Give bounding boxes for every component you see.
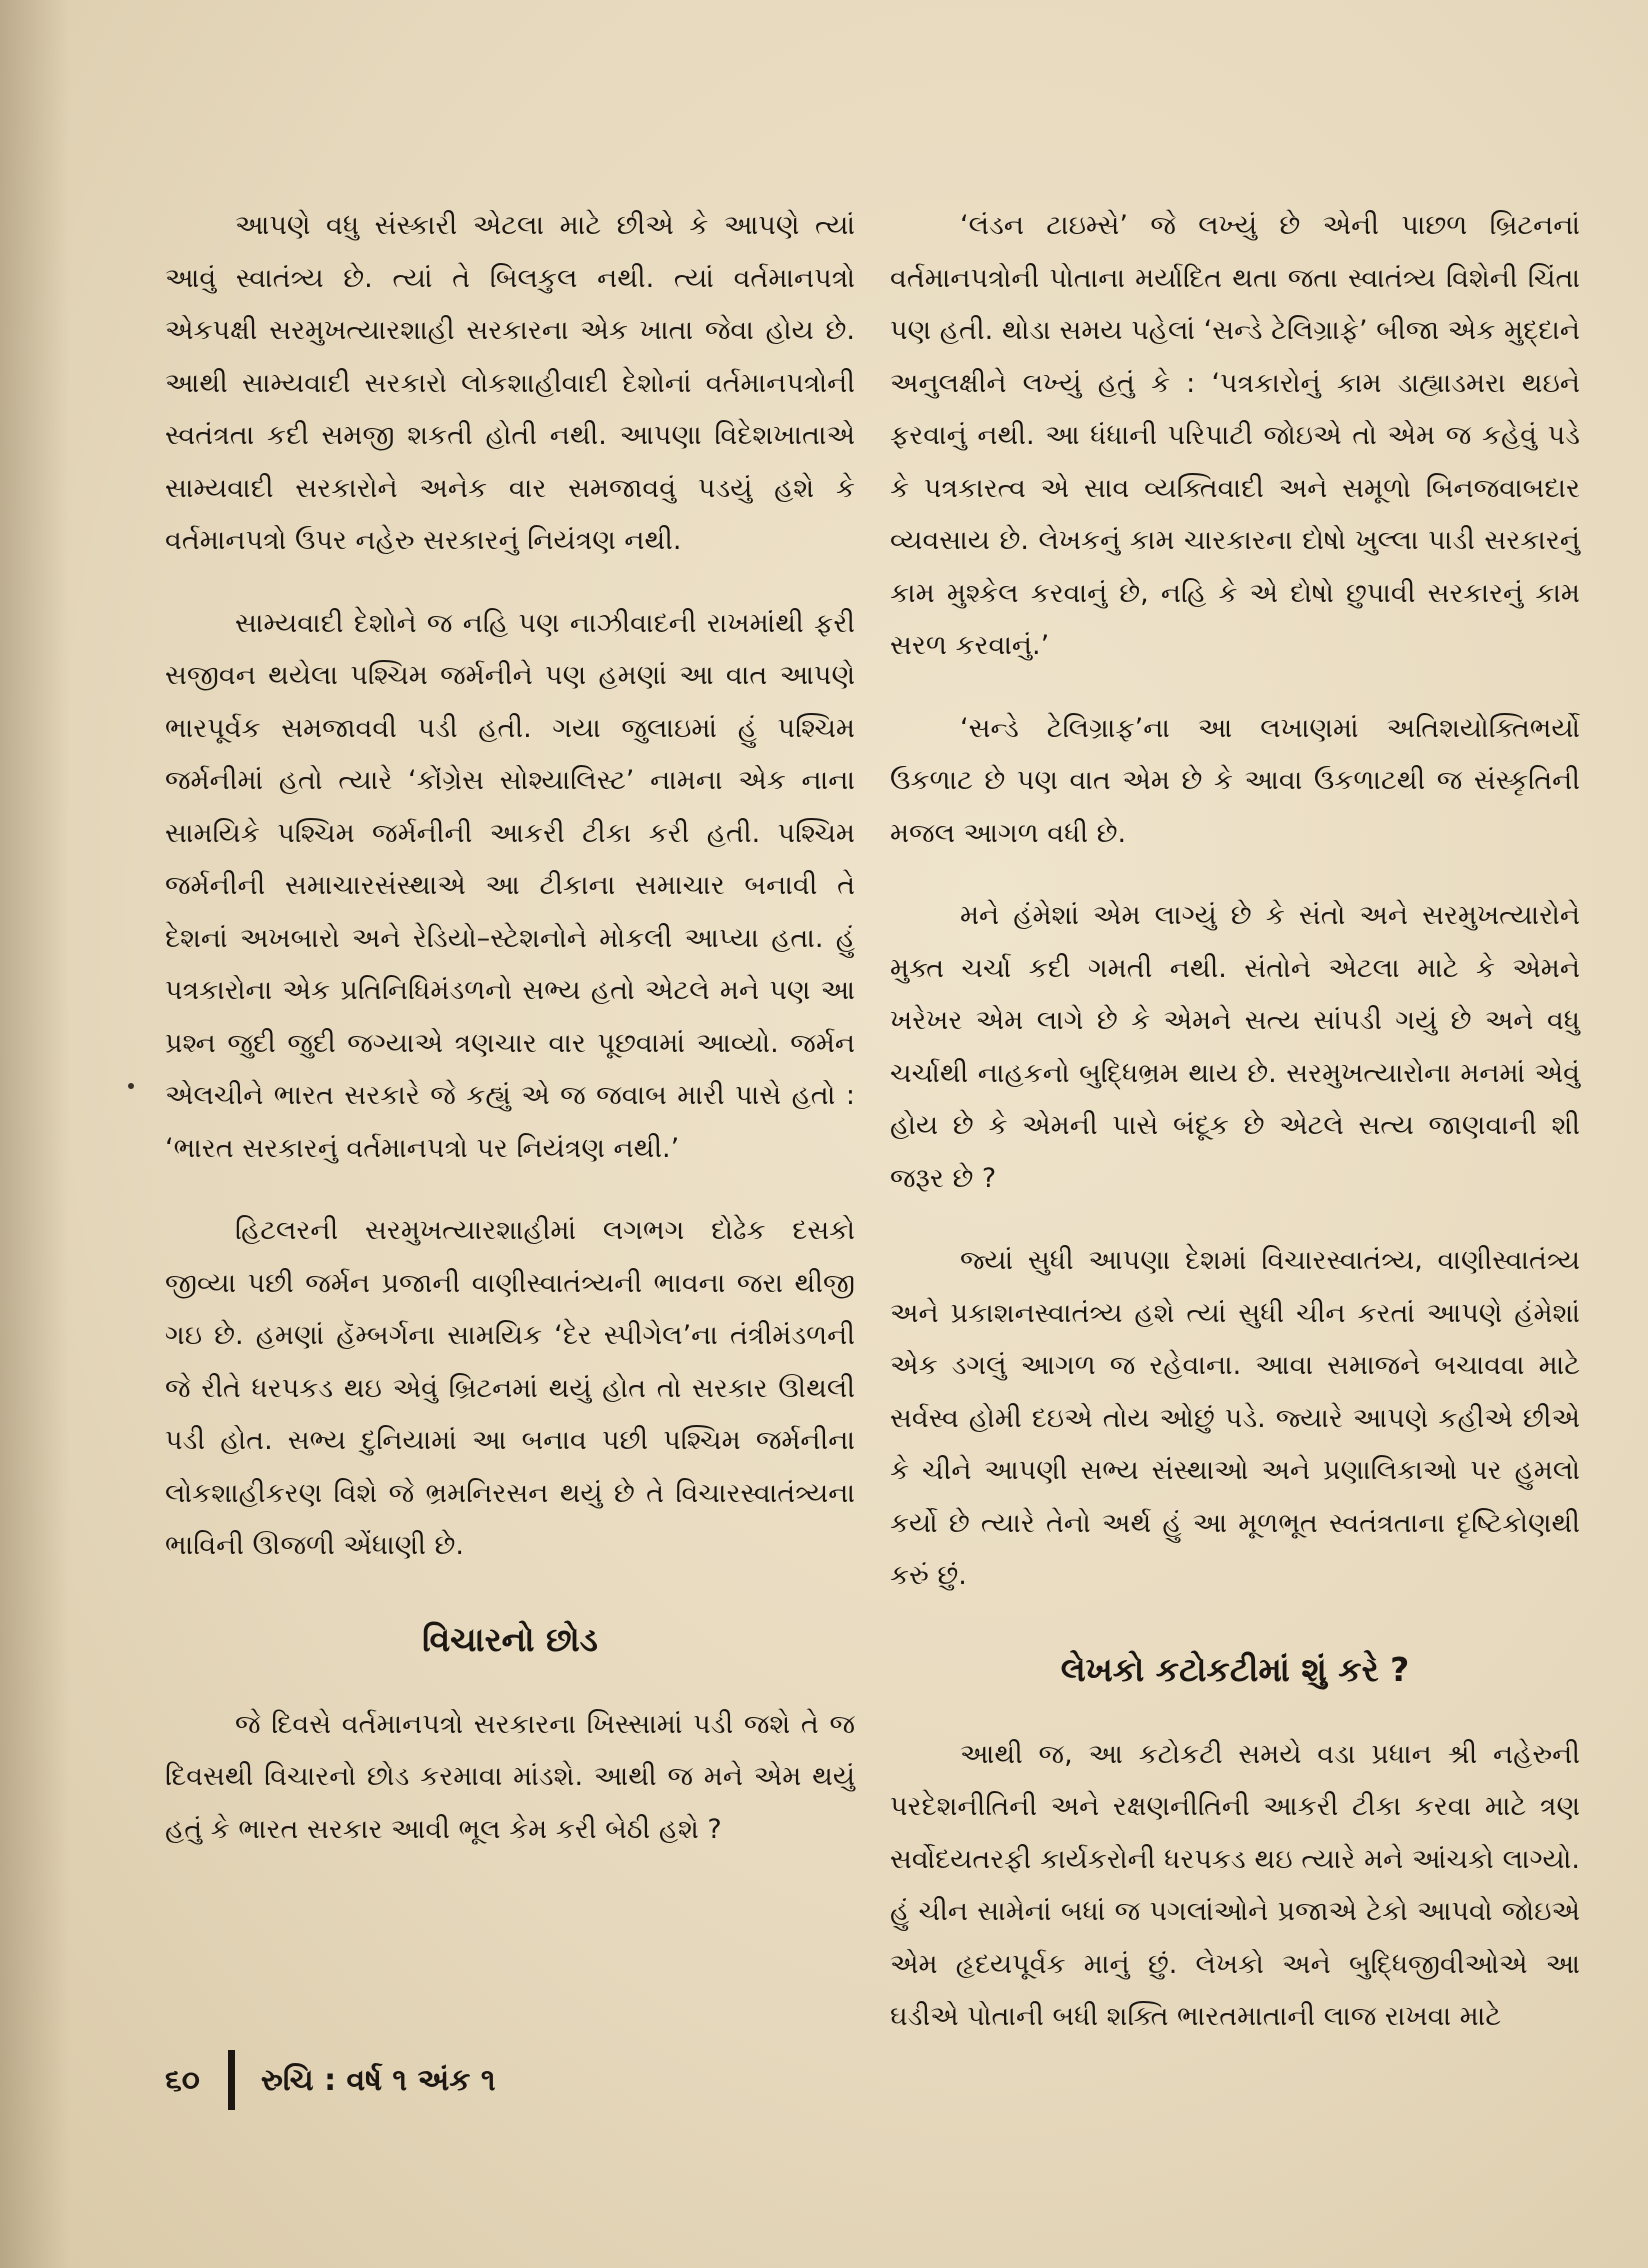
margin-mark [128, 1083, 134, 1089]
right-paragraph-5: આથી જ, આ કટોકટી સમયે વડા પ્રધાન શ્રી નહેરુની પરદેશનીતિની અને રક્ષણનીતિની આકરી ટીકા કરવા માટે ત્રણ સર્વોદયતરફી કાર્યકરોની ધરપકડ થઇ ત્યારે મને આંચકો લાગ્યો. હું ચીન સામેનાં બધાં જ પગલાંઓને પ્રજાએ ટેકો આપવો જોઇએ એમ હૃદયપૂર્વક માનું છું. લેખકો અને બુદ્ધિજીવીઓએ આ ઘડીએ પોતાની બધી શક્તિ ભારતમાતાની લાજ રાખવા માટે [890, 1738, 1580, 2032]
left-paragraph-2: સામ્યવાદી દેશોને જ નહિ પણ નાઝીવાદની રાખમાંથી ફરી સજીવન થયેલા પશ્ચિમ જર્મનીને પણ હમણાં આ વાત આપણે ભારપૂર્વક સમજાવવી પડી હતી. ગયા જુલાઇમાં હું પશ્ચિમ જર્મનીમાં હતો ત્યારે ‘કોંગ્રેસ સોશ્યાલિસ્ટ’ નામના એક નાના સામયિકે પશ્ચિમ જર્મનીની આકરી ટીકા કરી હતી. પશ્ચિમ જર્મનીની સમાચારસંસ્થાએ આ ટીકાના સમાચાર બનાવી તે દેશનાં અખબારો અને રેડિયો–સ્ટેશનોને મોકલી આપ્યા હતા. હું પત્રકારોના એક પ્રતિનિધિમંડળનો સભ્ય હતો એટલે મને પણ આ પ્રશ્ન જુદી જુદી જગ્યાએ ત્રણચાર વાર પૂછવામાં આવ્યો. જર્મન એલચીને ભારત સરકારે જે કહ્યું એ જ જવાબ મારી પાસે હતો : ‘ભારત સરકારનું વર્તમાનપત્રો પર નિયંત્રણ નથી.’ [165, 607, 855, 1164]
right-paragraph-2: ‘સન્ડે ટેલિગ્રાફ’ના આ લખાણમાં અતિશયોક્તિભર્યો ઉકળાટ છે પણ વાત એમ છે કે આવા ઉકળાટથી જ સંસ્કૃતિની મજલ આગળ વધી છે. [890, 712, 1580, 849]
footer-divider [228, 2050, 235, 2110]
left-paragraph-4: જે દિવસે વર્તમાનપત્રો સરકારના ખિસ્સામાં પડી જશે તે જ દિવસથી વિચારનો છોડ કરમાવા માંડશે. આથી જ મને એમ થયું હતું કે ભારત સરકાર આવી ભૂલ કેમ કરી બેઠી હશે ? [165, 1708, 855, 1845]
left-paragraph-1: આપણે વધુ સંસ્કારી એટલા માટે છીએ કે આપણે ત્યાં આવું સ્વાતંત્ર્ય છે. ત્યાં તે બિલકુલ નથી. ત્યાં વર્તમાનપત્રો એકપક્ષી સરમુખત્યારશાહી સરકારના એક ખાતા જેવા હોય છે. આથી સામ્યવાદી સરકારો લોકશાહીવાદી દેશોનાં વર્તમાનપત્રોની સ્વતંત્રતા કદી સમજી શકતી હોતી નથી. આપણા વિદેશખાતાએ સામ્યવાદી સરકારોને અનેક વાર સમજાવવું પડયું હશે કે વર્તમાનપત્રો ઉપર નહેરુ સરકારનું નિયંત્રણ નથી. [165, 210, 855, 556]
left-paragraph-3: હિટલરની સરમુખત્યારશાહીમાં લગભગ દોઢેક દસકો જીવ્યા પછી જર્મન પ્રજાની વાણીસ્વાતંત્ર્યની ભાવના જરા થીજી ગઇ છે. હમણાં હૅમ્બર્ગના સામયિક ‘દેર સ્પીગેલ’ના તંત્રીમંડળની જે રીતે ધરપકડ થઇ એવું બ્રિટનમાં થયું હોત તો સરકાર ઊથલી પડી હોત. સભ્ય દુનિયામાં આ બનાવ પછી પશ્ચિમ જર્મનીના લોકશાહીકરણ વિશે જે ભ્રમનિરસન થયું છે તે વિચારસ્વાતંત્ર્યના ભાવિની ઊજળી એંધાણી છે. [165, 1215, 855, 1561]
page-number: ૬૦ [165, 2062, 200, 2098]
right-paragraph-3: મને હંમેશાં એમ લાગ્યું છે કે સંતો અને સરમુખત્યારોને મુક્ત ચર્ચા કદી ગમતી નથી. સંતોને એટલા માટે કે એમને ખરેખર એમ લાગે છે કે એમને સત્ય સાંપડી ગયું છે અને વધુ ચર્ચાથી નાહકનો બુદ્ધિભ્રમ થાય છે. સરમુખત્યારોના મનમાં એવું હોય છે કે એમની પાસે બંદૂક છે એટલે સત્ય જાણવાની શી જરૂર છે ? [890, 900, 1580, 1194]
binding-shadow [0, 0, 70, 2268]
right-paragraph-1: ‘લંડન ટાઇમ્સે’ જે લખ્યું છે એની પાછળ બ્રિટનનાં વર્તમાનપત્રોની પોતાના મર્યાદિત થતા જતા સ્વાતંત્ર્ય વિશેની ચિંતા પણ હતી. થોડા સમય પહેલાં ‘સન્ડે ટેલિગ્રાફે’ બીજા એક મુદ્દાને અનુલક્ષીને લખ્યું હતું કે : ‘પત્રકારોનું કામ ડાહ્યાડમરા થઇને ફરવાનું નથી. આ ધંધાની પરિપાટી જોઇએ તો એમ જ કહેવું પડે કે પત્રકારત્વ એ સાવ વ્યક્તિવાદી અને સમૂળો બિનજવાબદાર વ્યવસાય છે. લેખકનું કામ ચારકારના દોષો ખુલ્લા પાડી સરકારનું કામ મુશ્કેલ કરવાનું છે, નહિ કે એ દોષો છુપાવી સરકારનું કામ સરળ કરવાનું.’ [890, 210, 1580, 661]
left-column [165, 200, 855, 1886]
right-paragraph-4: જ્યાં સુધી આપણા દેશમાં વિચારસ્વાતંત્ર્ય, વાણીસ્વાતંત્ર્ય અને પ્રકાશનસ્વાતંત્ર્ય હશે ત્યાં સુધી ચીન કરતાં આપણે હંમેશાં એક ડગલું આગળ જ રહેવાના. આવા સમાજને બચાવવા માટે સર્વસ્વ હોમી દઇએ તોય ઓછું પડે. જ્યારે આપણે કહીએ છીએ કે ચીને આપણી સભ્ય સંસ્થાઓ અને પ્રણાલિકાઓ પર હુમલો કર્યો છે ત્યારે તેનો અર્થ હું આ મૂળભૂત સ્વતંત્રતાના દૃષ્ટિકોણથી કરું છું. [890, 1245, 1580, 1591]
publication-name: રુચિ : વર્ષ ૧ અંક ૧ [260, 2062, 496, 2098]
page-footer [165, 2050, 496, 2110]
section-heading-lekhako: લેખકો કટોકટીમાં શું કરે ? [1060, 1649, 1410, 1689]
section-heading-vicharno-chhod: વિચારનો છોડ [422, 1619, 598, 1659]
right-column [890, 200, 1580, 2074]
